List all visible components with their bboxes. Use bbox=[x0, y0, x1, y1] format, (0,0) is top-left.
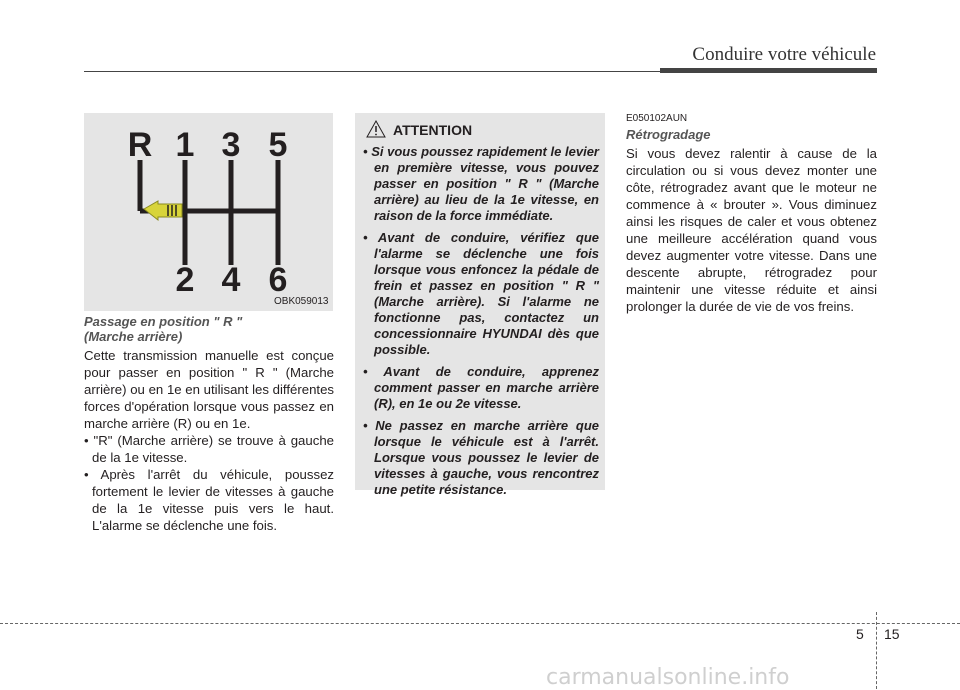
gear-label-6: 6 bbox=[268, 261, 288, 299]
gear-pattern-svg bbox=[84, 113, 333, 311]
header-bar bbox=[660, 68, 877, 73]
gear-label-2: 2 bbox=[175, 261, 195, 299]
figure-code: OBK059013 bbox=[274, 296, 329, 307]
arrow-icon bbox=[144, 201, 182, 220]
section-code: E050102AUN bbox=[626, 113, 688, 124]
attention-item: • Ne passez en marche arrière que lorsque le véhicule est à l'arrêt. Lorsque vous poussez le levier de vitesses à gauche, vous rencontrez une petite résistance. bbox=[363, 418, 599, 497]
bullet-item: • "R" (Marche arrière) se trouve à gauche de la 1e vitesse. bbox=[84, 433, 334, 465]
section-title-line1: Passage en position " R " bbox=[84, 314, 243, 329]
header-title: Conduire votre véhicule bbox=[692, 44, 876, 65]
warning-triangle-icon bbox=[366, 120, 386, 138]
paragraph: Cette transmission manuelle est conçue pour passer en position " R " (Marche arrière) ou en 1e en utilisant les différentes forces d'opération lorsque vous passez en marche arrière (R) ou en 1e. bbox=[84, 348, 334, 431]
bullet-item: • Après l'arrêt du véhicule, poussez fortement le levier de vitesses à gauche de la 1e vitesse puis vers le haut. L'alarme se déclenche une fois. bbox=[84, 467, 334, 533]
section-title-downshift: Rétrogradage bbox=[626, 127, 711, 142]
gear-label-4: 4 bbox=[221, 261, 241, 299]
watermark: carmanualsonline.info bbox=[546, 665, 790, 690]
section-body-downshift bbox=[626, 145, 877, 315]
paragraph: Si vous devez ralentir à cause de la circulation ou si vous devez monter une côte, rétrogradez avant que le moteur ne commence à « brouter ». Vous diminuez ainsi les risques de caler et vous obtenez une meilleure accélération quand vous devez augmenter votre vitesse. Dans une descente abrupte, rétrogradez pour maintenir une vitesse réduite et ainsi prolonger la durée de vie de vos freins. bbox=[626, 146, 877, 314]
chapter-number: 5 bbox=[856, 626, 864, 642]
footer-vertical-divider bbox=[876, 612, 877, 689]
gear-label-3: 3 bbox=[221, 126, 241, 164]
section-body-reverse bbox=[84, 347, 334, 534]
section-title-line2: (Marche arrière) bbox=[84, 329, 183, 344]
section-title-reverse bbox=[84, 314, 334, 344]
page-number: 15 bbox=[884, 626, 900, 642]
footer-divider bbox=[0, 623, 960, 624]
attention-list bbox=[363, 144, 599, 504]
attention-item: • Si vous poussez rapidement le levier en première vitesse, vous pouvez passer en position " R " (Marche arrière) au lieu de la 1e vitesse, en raison de la force immédiate. bbox=[363, 144, 599, 223]
gear-label-5: 5 bbox=[268, 126, 288, 164]
gear-label-r: R bbox=[127, 126, 153, 164]
gear-shift-diagram bbox=[84, 113, 333, 311]
attention-item: • Avant de conduire, apprenez comment passer en marche arrière (R), en 1e ou 2e vitesse. bbox=[363, 364, 599, 411]
attention-item: • Avant de conduire, vérifiez que l'alarme se déclenche une fois lorsque vous enfoncez la pédale de frein et passez en position " R " (Marche arrière). Si l'alarme ne fonctionne pas, contactez un concessionnaire HYUNDAI dès que possible. bbox=[363, 230, 599, 357]
attention-heading: ATTENTION bbox=[393, 122, 473, 138]
gear-label-1: 1 bbox=[175, 126, 195, 164]
header-rule bbox=[84, 71, 660, 72]
